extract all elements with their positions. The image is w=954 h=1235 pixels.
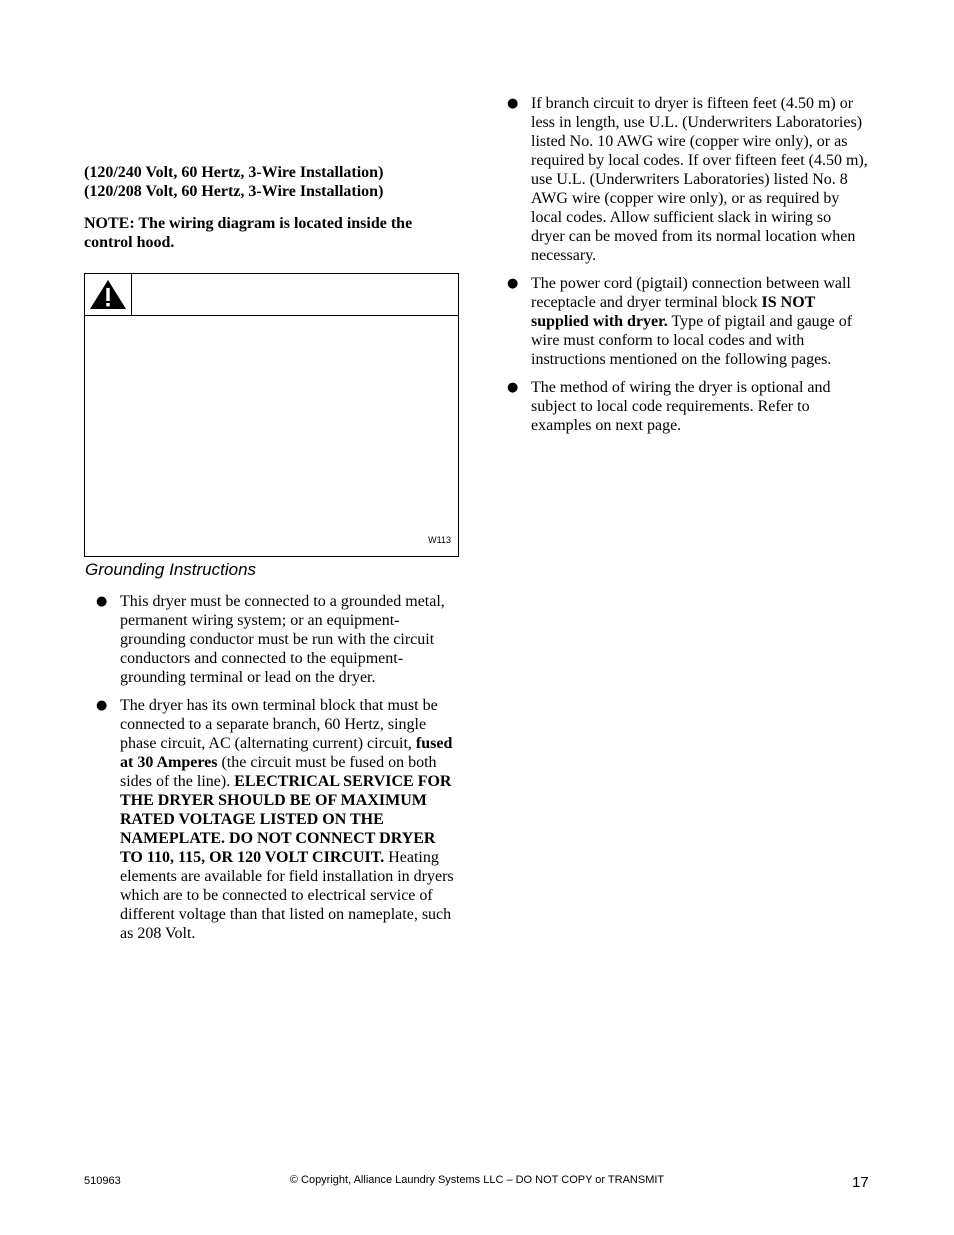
installation-heading <box>84 163 464 201</box>
bullet-text: The method of wiring the dryer is optional and subject to local code requirements. Refer to examples on next page. <box>531 379 831 434</box>
bullet-icon: ● <box>507 380 519 395</box>
installation-heading-line-1: (120/240 Volt, 60 Hertz, 3-Wire Installation) <box>84 164 384 181</box>
bullet-icon: ● <box>96 594 108 609</box>
bullet-item <box>496 378 868 435</box>
bullet-text: IS NOT supplied with dryer. <box>531 294 816 330</box>
bullet-item <box>496 274 868 369</box>
bullet-text: fused at 30 Amperes <box>120 735 453 771</box>
copyright-notice: © Copyright, Alliance Laundry Systems LLC – DO NOT COPY or TRANSMIT <box>289 1174 665 1186</box>
installation-heading-line-2: (120/208 Volt, 60 Hertz, 3-Wire Installation) <box>84 183 384 200</box>
bullet-icon: ● <box>507 276 519 291</box>
grounding-bullet-list <box>85 592 457 952</box>
bullet-text: If branch circuit to dryer is fifteen feet (4.50 m) or less in length, use U.L. (Underwriters Laboratories) listed No. 10 AWG wire (copper wire only), or as required by local codes. If over fifteen feet (4.50 m), use U.L. (Underwriters Laboratories) listed No. 8 AWG wire (copper wire only), or as required by local codes. Allow sufficient slack in wiring so dryer can be moved from its normal location when necessary. <box>531 95 868 264</box>
bullet-icon: ● <box>507 96 519 111</box>
document-number: 510963 <box>84 1175 121 1187</box>
wiring-diagram-note: NOTE: The wiring diagram is located inside the control hood. <box>84 215 413 251</box>
bullet-text: Heating elements are available for field installation in dryers which are to be connected to electrical service of different voltage than that listed on nameplate, such as 208 Volt. <box>120 849 454 942</box>
bullet-text: This dryer must be connected to a grounded metal, permanent wiring system; or an equipment-grounding conductor must be run with the circuit conductors and connected to the equipment-grounding terminal or lead on the dryer. <box>120 593 445 686</box>
page-number: 17 <box>852 1174 869 1191</box>
bullet-text: The power cord (pigtail) connection between wall receptacle and dryer terminal block <box>531 275 851 311</box>
warning-header <box>85 274 458 316</box>
bullet-text: Type of pigtail and gauge of wire must conform to local codes and with instructions mentioned on the following pages. <box>531 313 853 368</box>
bullet-icon: ● <box>96 698 108 713</box>
bullet-item <box>85 592 457 687</box>
warning-icon-cell <box>85 274 132 315</box>
bullet-text: (the circuit must be fused on both sides of the line). <box>120 754 437 790</box>
bullet-text: The dryer has its own terminal block that must be connected to a separate branch, 60 Hertz, single phase circuit, AC (alternating current) circuit, <box>120 697 438 752</box>
grounding-instructions-title: Grounding Instructions <box>85 560 257 579</box>
bullet-item <box>496 94 868 265</box>
wiring-bullet-list <box>496 94 868 444</box>
bullet-item <box>85 696 457 943</box>
warning-triangle-icon <box>88 278 128 311</box>
warning-box <box>84 273 459 557</box>
bullet-text: ELECTRICAL SERVICE FOR THE DRYER SHOULD BE OF MAXIMUM RATED VOLTAGE LISTED ON THE NAMEPLATE. DO NOT CONNECT DRYER TO 110, 115, OR 120 VOLT CIRCUIT. <box>120 773 452 866</box>
warning-code: W113 <box>428 535 451 545</box>
